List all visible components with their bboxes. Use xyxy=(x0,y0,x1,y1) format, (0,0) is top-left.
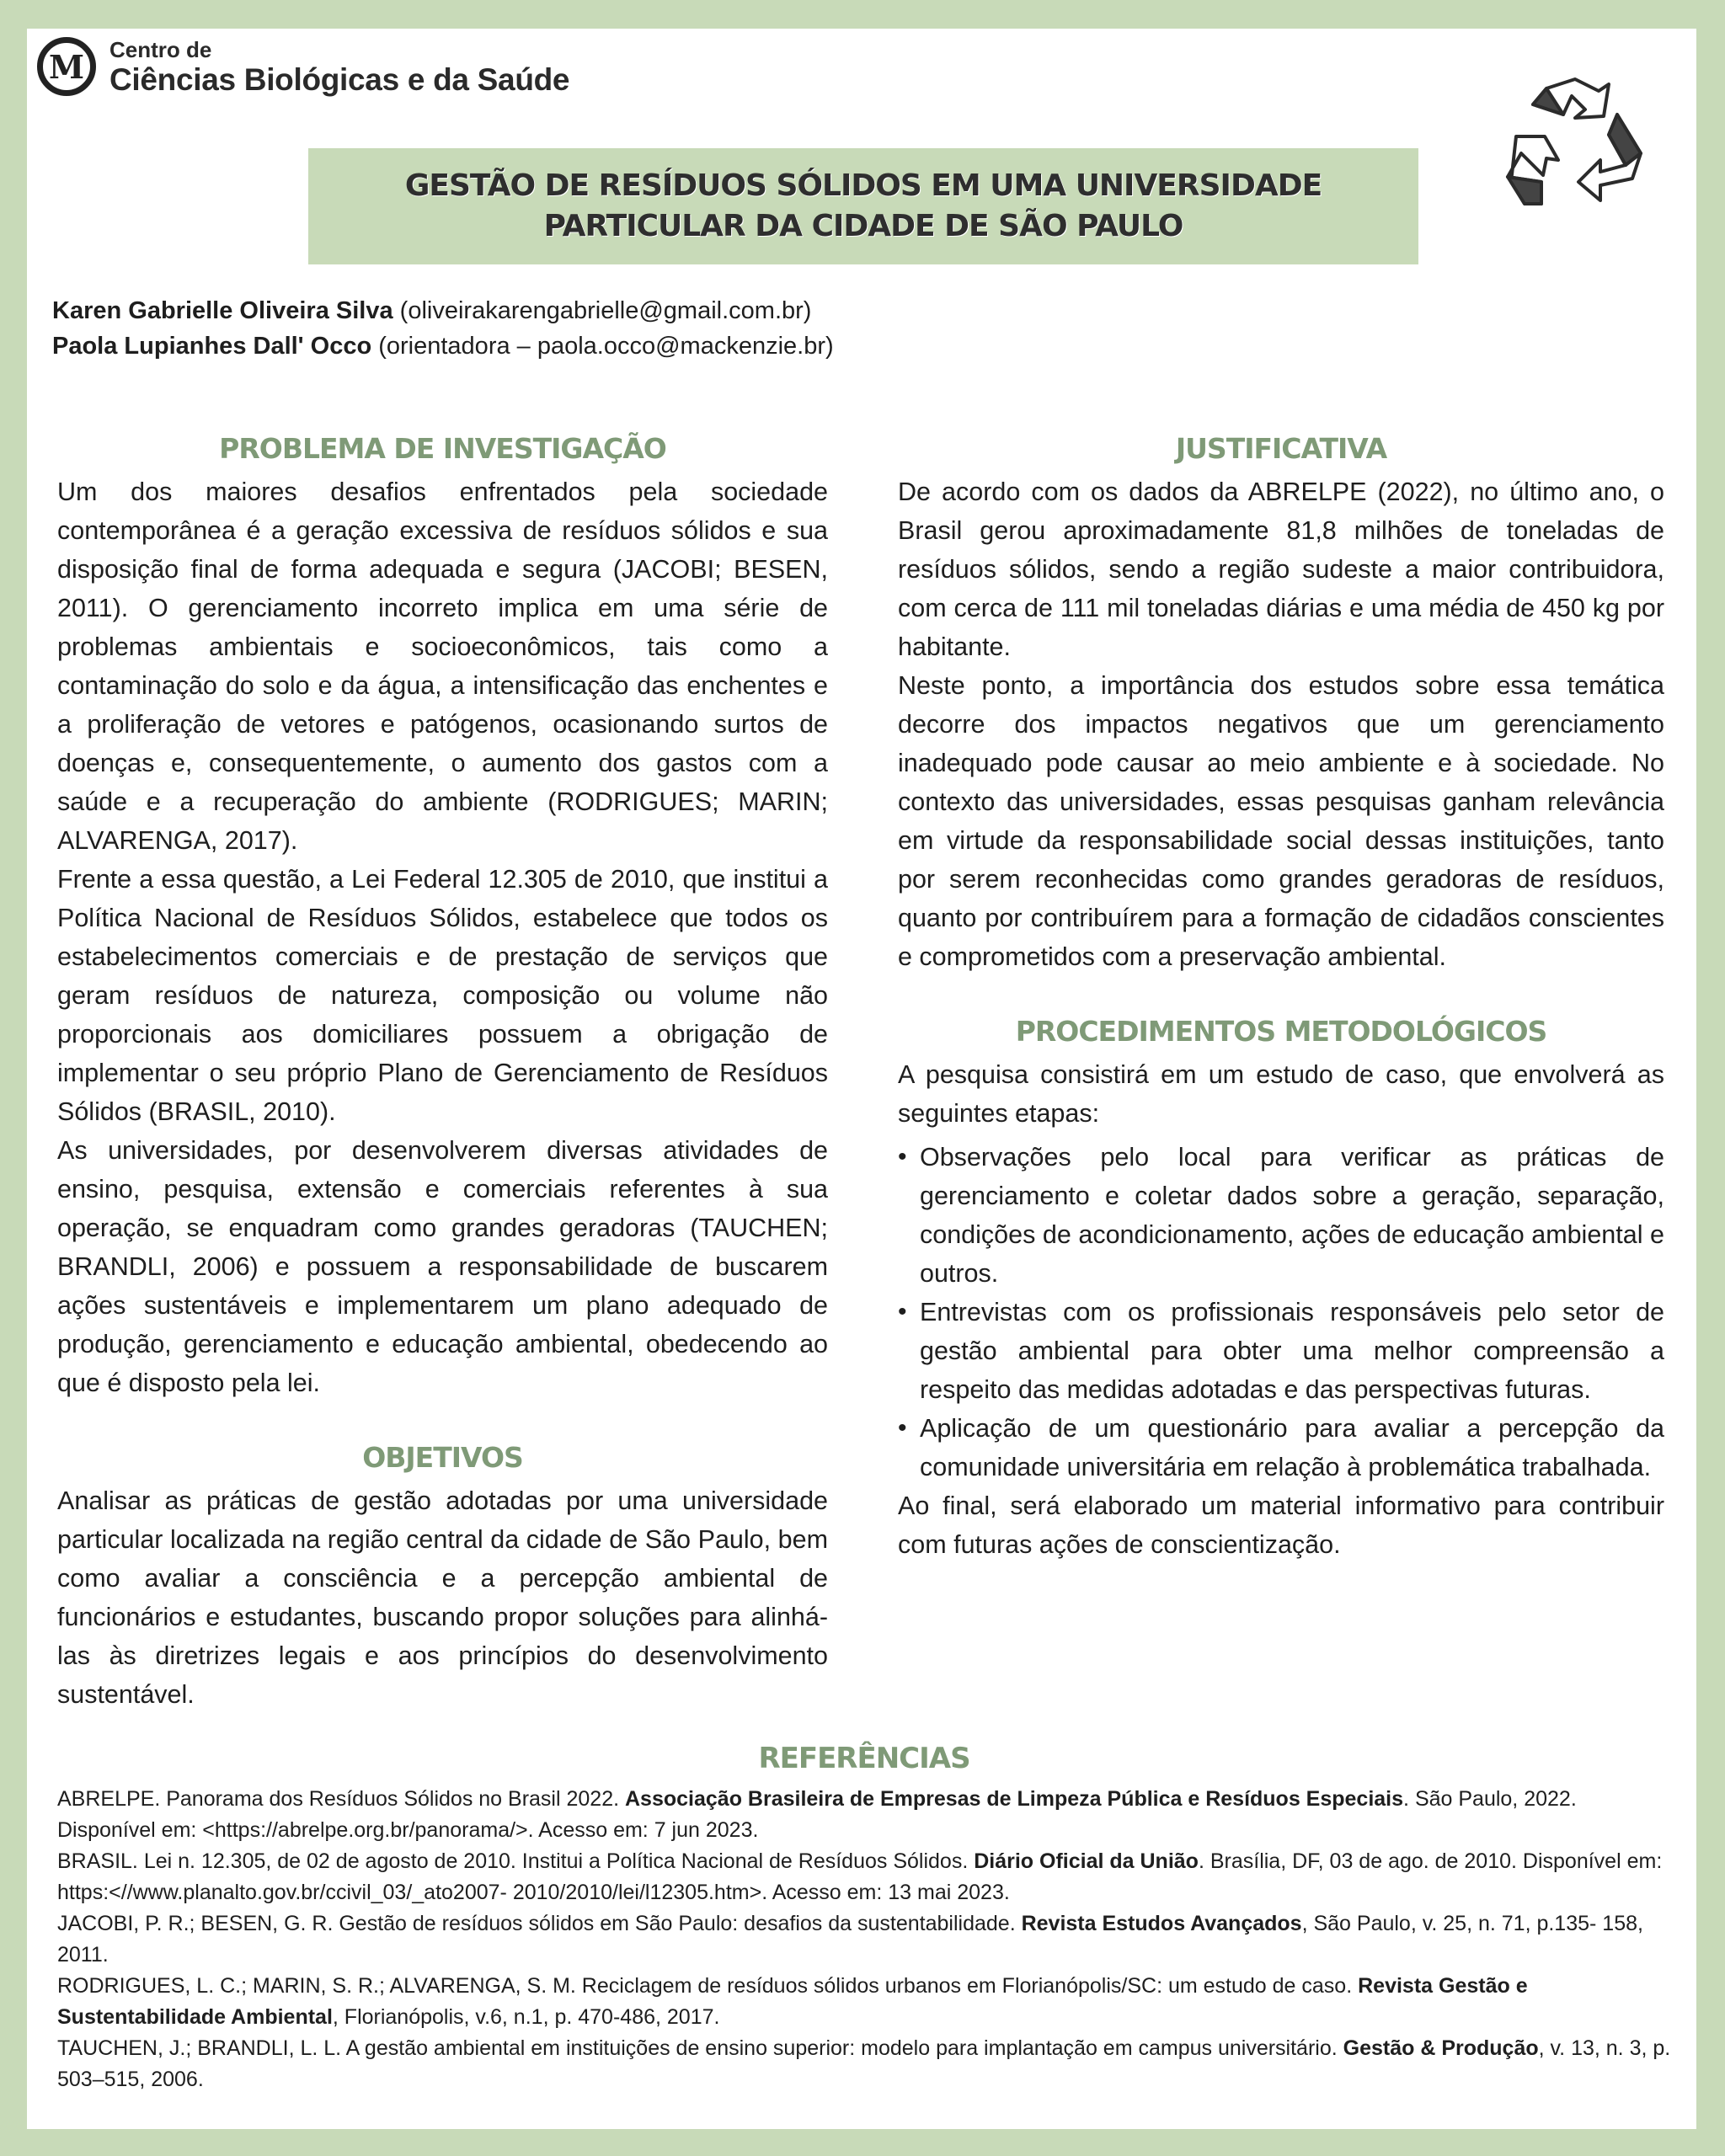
poster-title-line-1: GESTÃO DE RESÍDUOS SÓLIDOS EM UMA UNIVERSIDADE xyxy=(404,168,1322,203)
institution-logo xyxy=(37,37,569,96)
procedimentos-intro: A pesquisa consistirá em um estudo de caso, que envolverá as seguintes etapas: xyxy=(898,1060,1664,1128)
mackenzie-m-icon: M xyxy=(37,37,96,96)
author-name: Karen Gabrielle Oliveira Silva xyxy=(52,297,393,324)
reference-source: Revista Estudos Avançados xyxy=(1021,1912,1302,1935)
section-heading-problema: PROBLEMA DE INVESTIGAÇÃO xyxy=(219,432,666,465)
reference-text: . Brasília, DF, 03 de ago. de 2010. Disponível em: https:<//www.planalto.gov.br/ccivil_03/_ato2007- 2010/2010/lei/l12305.htm>. Acesso em: 13 mai 2023. xyxy=(57,1849,1663,1904)
procedimentos-steps xyxy=(898,1138,1664,1486)
section-heading-referencias: REFERÊNCIAS xyxy=(758,1742,970,1775)
reference-item xyxy=(57,1971,1671,2033)
reference-source: Revista Gestão e Sustentabilidade Ambiental xyxy=(57,1974,1528,2029)
reference-text: BRASIL. Lei n. 12.305, de 02 de agosto de 2010. Institui a Política Nacional de Resíduos Sólidos. xyxy=(57,1849,975,1873)
reference-text: , São Paulo, v. 25, n. 71, p.135- 158, 2011. xyxy=(57,1912,1643,1967)
reference-text: RODRIGUES, L. C.; MARIN, S. R.; ALVARENGA, S. M. Reciclagem de resíduos sólidos urbanos em Florianópolis/SC: um estudo de caso. xyxy=(57,1974,1359,1998)
section-heading-justificativa: JUSTIFICATIVA xyxy=(1175,432,1387,465)
justificativa-paragraph: Neste ponto, a importância dos estudos sobre essa temática decorre dos impactos negativos que um gerenciamento inadequado pode causar ao meio ambiente e à sociedade. No contexto das universidades, essas pesquisas ganham relevância em virtude da responsabilidade social dessas instituições, tanto por serem reconhecidas como grandes geradoras de resíduos, quanto por contribuírem para a formação de cidadãos conscientes e comprometidos com a preservação ambiental. xyxy=(898,671,1664,971)
reference-item xyxy=(57,1846,1671,1908)
step-item: • Aplicação de um questionário para avaliar a percepção da comunidade universitária em relação à problemática trabalhada. xyxy=(920,1409,1664,1486)
author-line xyxy=(52,293,834,328)
recycle-icon xyxy=(1491,59,1659,219)
step-item: • Entrevistas com os profissionais responsáveis pelo setor de gestão ambiental para obter uma melhor compreensão a respeito das medidas adotadas e das perspectivas futuras. xyxy=(920,1293,1664,1409)
problema-paragraph: As universidades, por desenvolverem diversas atividades de ensino, pesquisa, extensão e comerciais referentes à sua operação, se enquadram como grandes geradoras (TAUCHEN; BRANDLI, 2006) e possuem a responsabilidade de buscarem ações sustentáveis e implementarem um plano adequado de produção, gerenciamento e educação ambiental, obedecendo ao que é disposto pela lei. xyxy=(57,1136,828,1397)
step-item: • Observações pelo local para verificar as práticas de gerenciamento e coletar dados sobre a geração, separação, condições de acondicionamento, ações de educação ambiental e outros. xyxy=(920,1138,1664,1293)
reference-item xyxy=(57,1908,1671,1971)
justificativa-paragraph: De acordo com os dados da ABRELPE (2022), no último ano, o Brasil gerou aproximadamente 81,8 milhões de toneladas de resíduos sólidos, sendo a região sudeste a maior contribuidora, com cerca de 111 mil toneladas diárias e uma média de 450 kg por habitante. xyxy=(898,478,1664,661)
reference-source: Diário Oficial da União xyxy=(974,1849,1199,1873)
right-column xyxy=(898,425,1664,1564)
author-line xyxy=(52,328,834,364)
problema-paragraph: Frente a essa questão, a Lei Federal 12.305 de 2010, que institui a Política Nacional de Resíduos Sólidos, estabelece que todos os estabelecimentos comerciais e de prestação de serviços que geram resíduos de natureza, composição ou volume não proporcionais aos domiciliares possuem a obrigação de implementar o seu próprio Plano de Gerenciamento de Resíduos Sólidos (BRASIL, 2010). xyxy=(57,865,828,1126)
poster-title-line-2: PARTICULAR DA CIDADE DE SÃO PAULO xyxy=(543,209,1183,243)
objetivos-paragraph: Analisar as práticas de gestão adotadas por uma universidade particular localizada na região central da cidade de São Paulo, bem como avaliar a consciência e a percepção ambiental de funcionários e estudantes, buscando propor soluções para alinhá-las às diretrizes legais e aos princípios do desenvolvimento sustentável. xyxy=(57,1486,828,1709)
reference-text: TAUCHEN, J.; BRANDLI, L. L. A gestão ambiental em instituições de ensino superior: modelo para implantação em campus universitário. xyxy=(57,2036,1343,2060)
logo-title: Ciências Biológicas e da Saúde xyxy=(109,61,570,97)
left-column xyxy=(57,425,828,1714)
reference-item xyxy=(57,1784,1671,1846)
procedimentos-closing: Ao final, será elaborado um material informativo para contribuir com futuras ações de conscientização. xyxy=(898,1492,1664,1559)
authors xyxy=(52,293,834,364)
poster-title-banner xyxy=(308,148,1418,264)
reference-item xyxy=(57,2033,1671,2095)
reference-text: , v. 13, n. 3, p. 503–515, 2006. xyxy=(57,2036,1671,2091)
section-heading-objetivos: OBJETIVOS xyxy=(362,1441,523,1474)
problema-paragraph: Um dos maiores desafios enfrentados pela sociedade contemporânea é a geração excessiva de resíduos sólidos e sua disposição final de forma adequada e segura (JACOBI; BESEN, 2011). O gerenciamento incorreto implica em uma série de problemas ambientais e socioeconômicos, tais como a contaminação do solo e da água, a intensificação das enchentes e a proliferação de vetores e patógenos, ocasionando surtos de doenças e, consequentemente, o aumento dos gastos com a saúde e a recuperação do ambiente (RODRIGUES; MARIN; ALVARENGA, 2017). xyxy=(57,478,828,855)
logo-subtitle: Centro de xyxy=(109,36,212,62)
references-section xyxy=(57,1735,1671,2095)
reference-source: Associação Brasileira de Empresas de Limpeza Pública e Resíduos Especiais xyxy=(625,1787,1404,1811)
section-heading-procedimentos: PROCEDIMENTOS METODOLÓGICOS xyxy=(1015,1015,1547,1048)
reference-text: ABRELPE. Panorama dos Resíduos Sólidos no Brasil 2022. xyxy=(57,1787,625,1811)
reference-text: , Florianópolis, v.6, n.1, p. 470-486, 2017. xyxy=(332,2005,720,2029)
reference-source: Gestão & Produção xyxy=(1343,2036,1539,2060)
reference-text: JACOBI, P. R.; BESEN, G. R. Gestão de resíduos sólidos em São Paulo: desafios da sustentabilidade. xyxy=(57,1912,1022,1935)
author-name: Paola Lupianhes Dall' Occo xyxy=(52,333,372,360)
author-contact: (oliveirakarengabrielle@gmail.com.br) xyxy=(393,297,812,324)
reference-text: . São Paulo, 2022. Disponível em: <https://abrelpe.org.br/panorama/>. Acesso em: 7 jun 2023. xyxy=(57,1787,1577,1842)
author-contact: (orientadora – paola.occo@mackenzie.br) xyxy=(371,333,834,360)
